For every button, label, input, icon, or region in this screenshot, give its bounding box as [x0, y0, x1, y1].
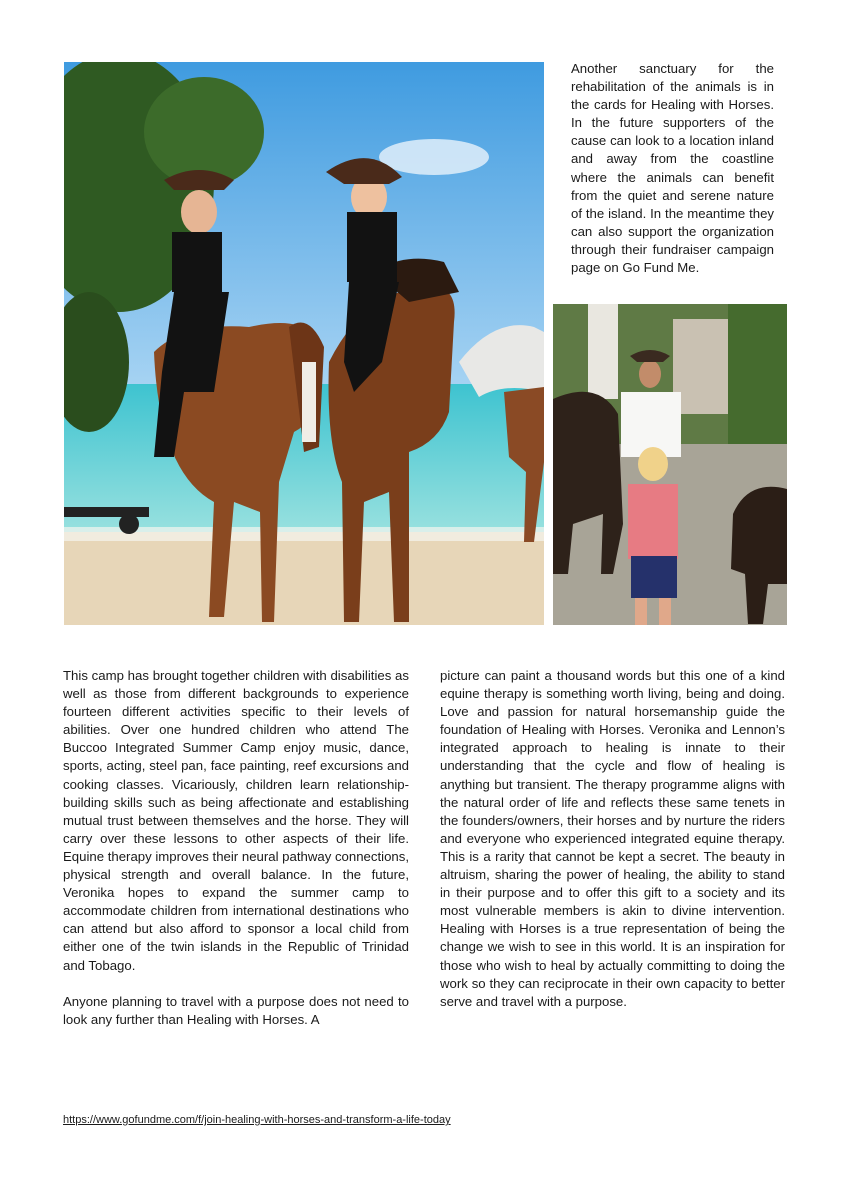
beach-horse-riders-photo: [64, 62, 544, 625]
right-paragraph-1: picture can paint a thousand words but this one of a kind equine therapy is something worth living, being and doing. Love and passion for natural horsemanship guide the foundation of Healing with Horses. Veronika and Lennon’s integrated approach to healing is innate to their understanding that the cycle and flow of healing is anything but transient. The therapy programme aligns with the natural order of life and reflects these same tenets in the founders/owners, their horses and by nurture the riders and everyone who experienced integrated equine therapy. This is a rarity that cannot be kept a secret. The beauty in altruism, sharing the power of healing, the ability to stand in their purpose and to offer this gift to a society and its most vulnerable members is akin to divine intervention. Healing with Horses is a true representation of being the change we wish to see in this world. It is an inspiration for those who wish to heal by actually committing to doing the work so they can reciprocate in their own capacity to better serve and travel with a purpose.: [440, 668, 785, 1009]
left-paragraph-1: This camp has brought together children with disabilities as well as those from different backgrounds to experience fourteen different activities specific to their levels of abilities. Over one hundred children who attend The Buccoo Integrated Summer Camp enjoy music, dance, sports, acting, steel pan, face painting, reef excursions and cooking classes. Vicariously, children learn relationship-building skills such as being affectionate and establishing mutual trust between themselves and the horse. They will carry over these lessons to other aspects of their life. Equine therapy improves their neural pathway connections, physical strength and overall balance. In the future, Veronika hopes to expand the summer camp to accommodate children from international destinations who can attend but also afford to sponsor a local child from either one of the twin islands in the Republic of Trinidad and Tobago.: [63, 668, 410, 973]
child-leading-horse-photo: [553, 304, 787, 625]
left-column: [63, 667, 409, 1029]
right-column: [440, 667, 785, 1011]
sidebar-paragraph: [571, 60, 774, 277]
gofundme-link[interactable]: https://www.gofundme.com/f/join-healing-with-horses-and-transform-a-life-today: [63, 1114, 451, 1126]
left-paragraph-2: Anyone planning to travel with a purpose does not need to look any further than Healing with Horses. A: [63, 993, 409, 1027]
sidebar-paragraph-text: Another sanctuary for the rehabilitation of the animals is in the cards for Healing with Horses. In the future supporters of the cause can look to a location inland and away from the coastline where the animals can benefit from the quiet and serene nature of the island. In the meantime they can also support the organization through their fundraiser campaign page on Go Fund Me.: [571, 61, 774, 276]
